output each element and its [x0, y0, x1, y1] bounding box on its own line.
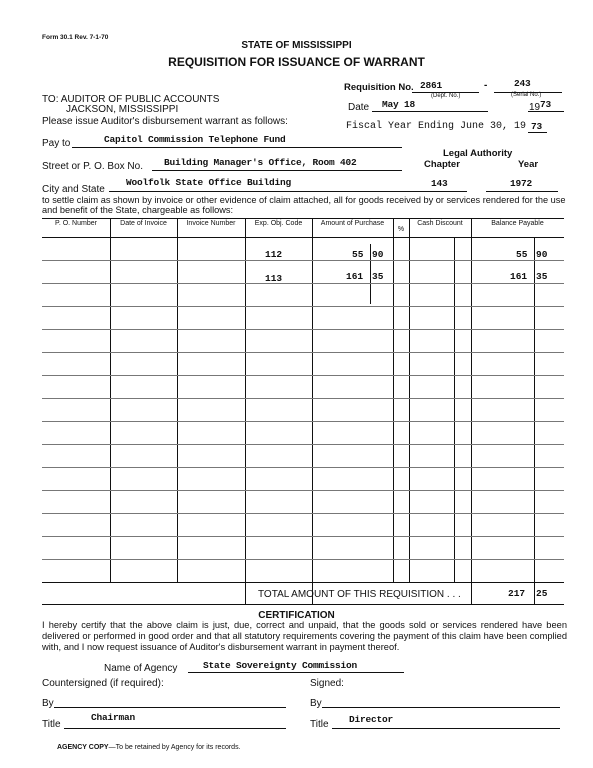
by-label-right: By — [310, 698, 322, 709]
row1-code: 112 — [265, 249, 283, 260]
cents-divider — [370, 244, 371, 304]
row-line — [42, 421, 564, 422]
col-divider — [471, 218, 472, 604]
title-line-left — [64, 728, 286, 729]
street-value: Building Manager's Office, Room 402 — [164, 157, 357, 168]
row-line — [42, 536, 564, 537]
row-line — [42, 352, 564, 353]
table-top-border — [42, 218, 564, 219]
row1-amount-dollars: 55 — [352, 249, 364, 260]
row-line — [42, 283, 564, 284]
col-header-code: Exp. Obj. Code — [254, 220, 303, 227]
requisition-label: Requisition No. — [344, 82, 414, 93]
year-value: 73 — [540, 99, 552, 110]
col-divider — [177, 218, 178, 582]
dept-no-value: 2861 — [420, 80, 443, 91]
col-divider — [393, 218, 394, 582]
table-body-bottom — [42, 582, 564, 583]
by-line-right — [322, 707, 560, 708]
instruction-text: Please issue Auditor's disbursement warrant as follows: — [42, 116, 288, 127]
date-label: Date — [348, 102, 370, 113]
row-line — [42, 559, 564, 560]
fiscal-year-value: 73 — [531, 121, 543, 132]
col-header-invoice: Invoice Number — [186, 220, 236, 227]
row-line — [42, 398, 564, 399]
row2-amount-dollars: 161 — [346, 271, 364, 282]
row-line — [42, 260, 564, 261]
settle-claim-text: to settle claim as shown by invoice or other evidence of claim attached, all for goods received by or services rendered for the use and benefit of the State, chargeable as follows: — [42, 195, 566, 215]
total-label: TOTAL AMOUNT OF THIS REQUISITION . . . — [258, 589, 461, 600]
year-line — [528, 111, 564, 112]
pay-to-label: Pay to — [42, 138, 71, 149]
row-line — [42, 444, 564, 445]
col-header-balance: Balance Payable — [491, 220, 544, 227]
state-heading: STATE OF MISSISSIPPI — [241, 40, 352, 51]
footer-note — [57, 744, 241, 751]
pay-to-line — [72, 147, 402, 148]
dept-no-caption: (Dept. No.) — [431, 93, 461, 99]
row-line — [42, 329, 564, 330]
total-dollars: 217 — [508, 588, 526, 599]
requisition-dash: - — [484, 80, 488, 91]
by-line-left — [54, 707, 286, 708]
total-cents: 25 — [536, 588, 548, 599]
by-label-left: By — [42, 698, 54, 709]
footer-agency-copy: AGENCY COPY — [57, 744, 109, 751]
row-line — [42, 490, 564, 491]
chapter-line — [400, 191, 467, 192]
col-divider — [110, 218, 111, 582]
title-value-left: Chairman — [91, 712, 136, 723]
chapter-value: 143 — [431, 178, 448, 189]
title-label-right: Title — [310, 719, 329, 730]
footer-text: —To be retained by Agency for its records. — [108, 744, 241, 751]
row-line — [42, 375, 564, 376]
serial-no-caption: (Serial No.) — [511, 92, 542, 98]
legal-year-line — [486, 191, 558, 192]
row1-balance-dollars: 55 — [516, 249, 528, 260]
row1-balance-cents: 90 — [536, 249, 548, 260]
col-header-amount: Amount of Purchase — [320, 220, 385, 227]
certification-heading: CERTIFICATION — [258, 610, 335, 621]
title-label-left: Title — [42, 719, 61, 730]
title-value-right: Director — [349, 714, 394, 725]
signed-label: Signed: — [310, 678, 344, 689]
form-title: REQUISITION FOR ISSUANCE OF WARRANT — [168, 55, 425, 69]
addressee-line1: TO: AUDITOR OF PUBLIC ACCOUNTS — [42, 94, 220, 105]
pay-to-value: Capitol Commission Telephone Fund — [104, 134, 286, 145]
date-value: May 18 — [382, 99, 416, 110]
street-line — [152, 170, 402, 171]
col-header-date: Date of Invoice — [120, 220, 167, 227]
legal-year-value: 1972 — [510, 178, 533, 189]
agency-value: State Sovereignty Commission — [203, 660, 358, 671]
fiscal-year-label: Fiscal Year Ending June 30, 19 — [346, 121, 527, 132]
agency-label: Name of Agency — [104, 663, 178, 674]
row-line — [42, 306, 564, 307]
row-line — [42, 513, 564, 514]
row2-balance-dollars: 161 — [510, 271, 528, 282]
row2-balance-cents: 35 — [536, 271, 548, 282]
title-line-right — [332, 728, 560, 729]
countersigned-label: Countersigned (if required): — [42, 678, 164, 689]
addressee-line2: JACKSON, MISSISSIPPI — [66, 104, 179, 115]
col-header-discount: Cash Discount — [417, 220, 463, 227]
year-prefix: 19 — [529, 102, 541, 113]
col-divider — [245, 218, 246, 604]
table-bottom-border — [42, 604, 564, 605]
date-line — [372, 111, 488, 112]
col-divider — [409, 218, 410, 582]
col-header-percent: % — [397, 226, 405, 233]
city-value: Woolfolk State Office Building — [126, 177, 292, 188]
street-label: Street or P. O. Box No. — [42, 161, 143, 172]
fiscal-year-line — [528, 132, 547, 133]
form-id: Form 30.1 Rev. 7-1-70 — [42, 34, 109, 41]
row-line — [42, 467, 564, 468]
row2-code: 113 — [265, 273, 283, 284]
col-header-po: P. O. Number — [55, 220, 97, 227]
city-label: City and State — [42, 184, 105, 195]
row2-amount-cents: 35 — [372, 271, 384, 282]
row1-amount-cents: 90 — [372, 249, 384, 260]
city-line — [109, 191, 402, 192]
agency-line — [188, 672, 404, 673]
certification-text: I hereby certify that the above claim is just, due, correct and unpaid, that the goods sold or services rendered have been delivered or performed in good order and that all statutory requirements covering the payment of this claim have been complied with, and I now request issuance of Auditor's disbursement warrant in payment thereof. — [42, 620, 567, 652]
year-label: Year — [518, 159, 539, 170]
chapter-label: Chapter — [424, 159, 460, 170]
serial-no-value: 243 — [514, 78, 531, 89]
legal-authority-label: Legal Authority — [443, 148, 513, 159]
cents-divider — [454, 237, 455, 582]
col-divider — [312, 218, 313, 604]
table-header-border — [42, 237, 564, 238]
